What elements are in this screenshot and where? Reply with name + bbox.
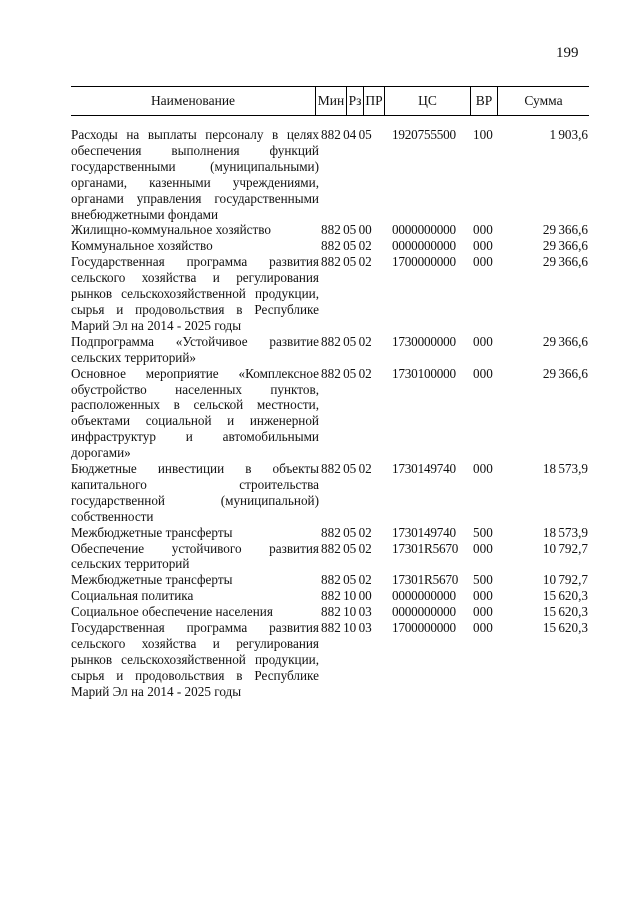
page-number: 199 bbox=[556, 45, 579, 61]
row-name: Бюджетные инвестиции в объекты капитального строительства государственной (муниципальной) собственности bbox=[71, 461, 319, 524]
row-cs: 1730100000 bbox=[392, 365, 456, 381]
table-row bbox=[71, 525, 591, 541]
row-vr: 000 bbox=[473, 604, 493, 620]
row-vr: 000 bbox=[473, 540, 493, 556]
row-sum: 29 366,6 bbox=[542, 254, 588, 270]
row-name: Подпрограмма «Устойчивое развитие сельских территорий» bbox=[71, 333, 319, 365]
row-cs: 1730000000 bbox=[392, 333, 456, 349]
row-cs: 1730149740 bbox=[392, 461, 456, 477]
row-min-rz-pr: 882 10 00 bbox=[321, 588, 372, 604]
row-name: Государственная программа развития сельского хозяйства и регулирования рынков сельскохозяйственной продукции, сырья и продовольствия в Республике Марий Эл на 2014 - 2025 годы bbox=[71, 620, 319, 699]
row-cs: 17301R5670 bbox=[392, 572, 459, 588]
row-cs: 0000000000 bbox=[392, 222, 456, 238]
row-name: Социальная политика bbox=[71, 588, 194, 604]
row-name: Межбюджетные трансферты bbox=[71, 524, 233, 540]
row-min-rz-pr: 882 05 02 bbox=[321, 540, 372, 556]
row-sum: 15 620,3 bbox=[542, 620, 588, 636]
table-row bbox=[71, 541, 591, 573]
row-cs: 0000000000 bbox=[392, 238, 456, 254]
column-header-cs: ЦС bbox=[418, 93, 437, 108]
row-vr: 000 bbox=[473, 620, 493, 636]
row-min-rz-pr: 882 05 02 bbox=[321, 254, 372, 270]
row-min-rz-pr: 882 10 03 bbox=[321, 620, 372, 636]
column-header-name: Наименование bbox=[150, 93, 236, 108]
table-row bbox=[71, 222, 591, 238]
row-vr: 100 bbox=[473, 127, 493, 142]
column-header-pr: ПР bbox=[365, 93, 383, 108]
row-sum: 29 366,6 bbox=[542, 365, 588, 381]
row-cs: 1700000000 bbox=[392, 620, 456, 636]
row-name: Межбюджетные трансферты bbox=[71, 572, 233, 588]
row-sum: 29 366,6 bbox=[542, 238, 588, 254]
row-min-rz-pr: 882 05 02 bbox=[321, 524, 372, 540]
table-header bbox=[71, 86, 589, 116]
row-sum: 18 573,9 bbox=[542, 524, 588, 540]
table-row bbox=[71, 620, 591, 700]
row-vr: 000 bbox=[473, 222, 493, 238]
row-name: Государственная программа развития сельского хозяйства и регулирования рынков сельскохозяйственной продукции, сырья и продовольствия в Республике Марий Эл на 2014 - 2025 годы bbox=[71, 254, 319, 333]
row-vr: 500 bbox=[473, 572, 493, 588]
row-name: Жилищно-коммунальное хозяйство bbox=[71, 222, 272, 238]
row-min-rz-pr: 882 10 03 bbox=[321, 604, 372, 620]
row-vr: 000 bbox=[473, 238, 493, 254]
row-vr: 000 bbox=[473, 254, 493, 270]
row-sum: 10 792,7 bbox=[542, 572, 588, 588]
column-header-vr: ВР bbox=[475, 93, 493, 108]
row-vr: 000 bbox=[473, 461, 493, 477]
row-vr: 000 bbox=[473, 333, 493, 349]
row-sum: 29 366,6 bbox=[542, 222, 588, 238]
table-row bbox=[71, 334, 591, 366]
row-min-rz-pr: 882 05 02 bbox=[321, 365, 372, 381]
row-min-rz-pr: 882 05 02 bbox=[321, 461, 372, 477]
table-row bbox=[71, 366, 591, 461]
row-cs: 0000000000 bbox=[392, 588, 456, 604]
row-cs: 1730149740 bbox=[392, 524, 456, 540]
table-row bbox=[71, 572, 591, 588]
table-row bbox=[71, 604, 591, 620]
row-min-rz-pr: 882 05 00 bbox=[321, 222, 372, 238]
row-sum: 10 792,7 bbox=[542, 540, 588, 556]
table-body bbox=[71, 127, 591, 700]
row-name: Социальное обеспечение населения bbox=[71, 604, 273, 620]
row-vr: 000 bbox=[473, 365, 493, 381]
row-vr: 000 bbox=[473, 588, 493, 604]
row-min-rz-pr: 882 04 05 bbox=[321, 127, 372, 142]
column-header-min: Мин bbox=[317, 93, 345, 108]
column-header-sum: Сумма bbox=[524, 93, 563, 108]
row-vr: 500 bbox=[473, 524, 493, 540]
row-cs: 1700000000 bbox=[392, 254, 456, 270]
row-name: Коммунальное хозяйство bbox=[71, 238, 213, 254]
table-row bbox=[71, 238, 591, 254]
row-sum: 18 573,9 bbox=[542, 461, 588, 477]
row-sum: 1 903,6 bbox=[549, 127, 588, 142]
table-row bbox=[71, 461, 591, 525]
column-header-rz: Рз bbox=[348, 93, 362, 108]
row-min-rz-pr: 882 05 02 bbox=[321, 238, 372, 254]
row-name: Основное мероприятие «Комплексное обустройство населенных пунктов, расположенных в сельской местности, объектами социальной и инженерной инфраструктур и автомобильными дорогами» bbox=[71, 365, 319, 461]
row-name: Обеспечение устойчивого развития сельских территорий bbox=[71, 540, 319, 572]
row-sum: 15 620,3 bbox=[542, 588, 588, 604]
table-row bbox=[71, 588, 591, 604]
row-sum: 15 620,3 bbox=[542, 604, 588, 620]
row-sum: 29 366,6 bbox=[542, 333, 588, 349]
table-row bbox=[71, 254, 591, 334]
row-name: Расходы на выплаты персоналу в целях обеспечения выполнения функций государственными (муниципальными) органами, казенными учреждениями, органами управления государственными внебюджетными фондами bbox=[71, 127, 319, 222]
row-min-rz-pr: 882 05 02 bbox=[321, 333, 372, 349]
row-cs: 1920755500 bbox=[392, 127, 456, 142]
row-cs: 0000000000 bbox=[392, 604, 456, 620]
row-min-rz-pr: 882 05 02 bbox=[321, 572, 372, 588]
table-row bbox=[71, 127, 591, 222]
row-cs: 17301R5670 bbox=[392, 540, 459, 556]
